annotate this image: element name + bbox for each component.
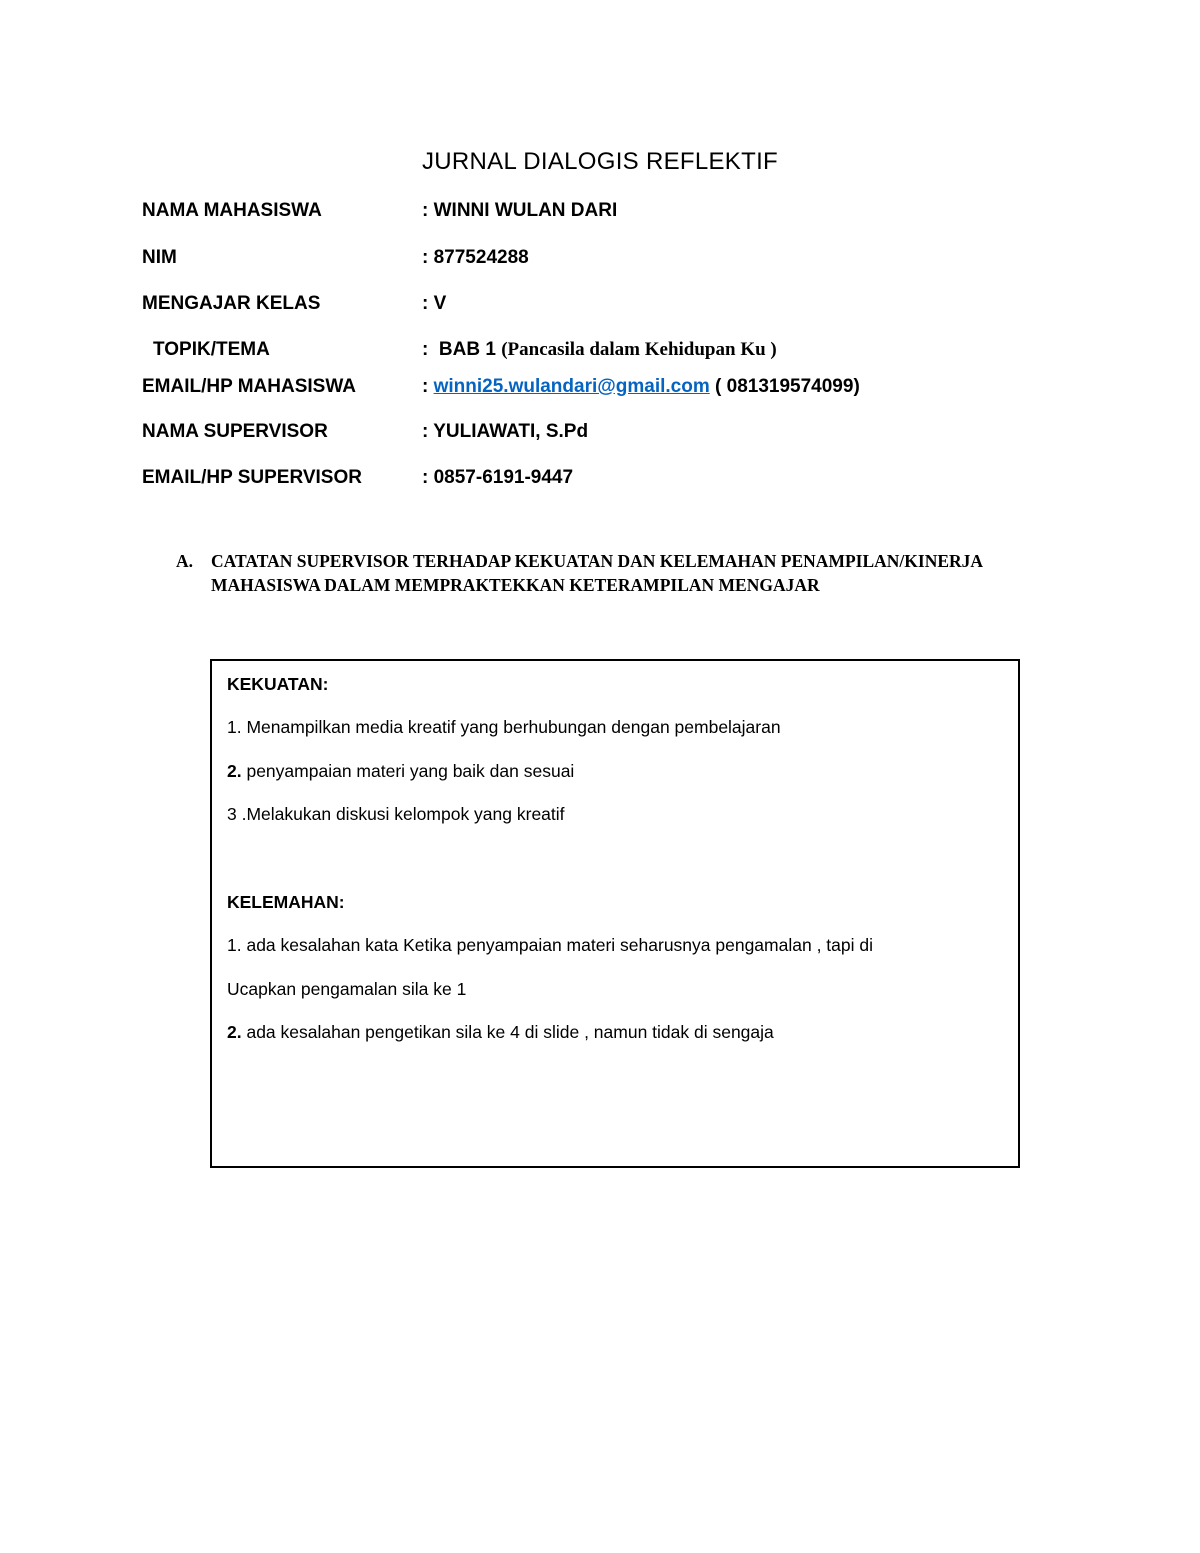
field-value: : 877524288 [422,247,529,268]
document-title: JURNAL DIALOGIS REFLEKTIF [421,148,778,175]
field-value-topic: (Pancasila dalam Kehidupan Ku ) [501,339,777,360]
field-value: : V [422,293,447,314]
field-nama-mahasiswa [142,200,617,222]
field-label: EMAIL/HP MAHASISWA [142,376,356,397]
item-text: Ucapkan pengamalan sila ke 1 [227,979,467,999]
field-label: TOPIK/TEMA [153,339,270,360]
field-value-prefix: : [422,376,434,397]
kelemahan-item [227,935,873,956]
item-number: 2. [227,1022,242,1042]
kelemahan-item [227,1022,774,1043]
item-text: penyampaian materi yang baik dan sesuai [241,761,575,781]
field-nama-supervisor [142,421,588,443]
item-text: Menampilkan media kreatif yang berhubungan dengan pembelajaran [241,717,781,737]
item-number: 3 [227,804,237,824]
field-value-phone: ( 081319574099) [709,376,860,397]
section-text: CATATAN SUPERVISOR TERHADAP KEKUATAN DAN KELEMAHAN PENAMPILAN/KINERJA MAHASISWA DALAM MEMPRAKTEKKAN KETERAMPILAN MENGAJAR [211,551,983,595]
item-number: 1. [227,717,242,737]
field-email-hp-mahasiswa [142,376,860,398]
kekuatan-heading: KEKUATAN: [227,674,329,694]
kelemahan-heading: KELEMAHAN: [227,892,345,912]
item-text: .Melakukan diskusi kelompok yang kreatif [236,804,565,824]
field-value-prefix: : BAB 1 [422,339,502,360]
item-number: 2. [227,761,242,781]
field-label: NAMA MAHASISWA [142,200,322,221]
kekuatan-item [227,761,574,782]
field-nim [142,247,529,269]
item-number: 1. [227,935,242,955]
kekuatan-item [227,804,565,825]
kekuatan-item [227,717,781,738]
email-link[interactable]: winni25.wulandari@gmail.com [433,376,710,397]
field-value: : YULIAWATI, S.Pd [422,421,589,442]
section-letter: A. [176,551,194,571]
field-label: EMAIL/HP SUPERVISOR [142,467,362,488]
field-label: MENGAJAR KELAS [142,293,321,314]
item-text: ada kesalahan kata Ketika penyampaian materi seharusnya pengamalan , tapi di [241,935,873,955]
field-label: NAMA SUPERVISOR [142,421,328,442]
notes-box [210,659,1020,1168]
section-a-heading [176,549,1056,597]
field-email-hp-supervisor [142,467,573,489]
field-value: : WINNI WULAN DARI [422,200,618,221]
field-topik-tema [142,339,777,361]
item-text: ada kesalahan pengetikan sila ke 4 di slide , namun tidak di sengaja [241,1022,774,1042]
field-value: : 0857-6191-9447 [422,467,574,488]
field-label: NIM [142,247,177,268]
kelemahan-item-continuation [227,979,466,1000]
field-mengajar-kelas [142,293,446,315]
